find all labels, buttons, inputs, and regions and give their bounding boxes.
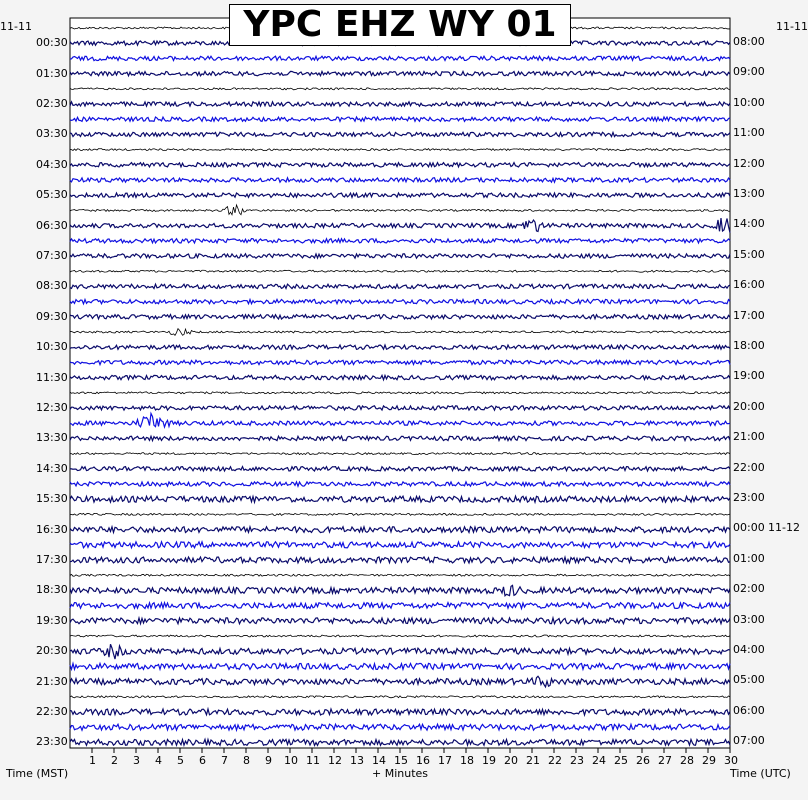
x-tick-label: 29 xyxy=(702,754,716,767)
right-time-label: 13:00 xyxy=(733,187,765,200)
left-time-label: 14:30 xyxy=(36,461,68,475)
x-tick-label: 14 xyxy=(372,754,386,767)
x-tick-label: 2 xyxy=(111,754,118,767)
x-tick-label: 17 xyxy=(438,754,452,767)
left-time-label: 01:30 xyxy=(36,66,68,80)
left-time-label: 00:30 xyxy=(36,36,68,50)
right-time-label: 02:00 xyxy=(733,582,765,596)
right-time-label: 08:00 xyxy=(733,35,765,48)
left-time-label: 15:30 xyxy=(36,492,68,506)
right-time-label: 16:00 xyxy=(733,278,765,292)
x-tick-label: 23 xyxy=(570,754,584,767)
right-date-label: 11-11 xyxy=(776,20,808,33)
right-time-label: 21:00 xyxy=(733,430,765,444)
x-tick-label: 15 xyxy=(394,754,408,767)
left-time-label: 08:30 xyxy=(36,279,68,293)
left-time-label: 19:30 xyxy=(36,613,68,627)
left-time-label: 12:30 xyxy=(36,401,68,414)
right-time-label: 20:00 xyxy=(733,399,765,413)
x-axis-ticks xyxy=(92,748,730,753)
right-time-label: 12:00 xyxy=(733,156,765,170)
right-date-change-label: 11-12 xyxy=(768,521,800,535)
x-tick-label: 27 xyxy=(658,754,672,767)
x-tick-label: 26 xyxy=(636,754,650,767)
right-time-label: 14:00 xyxy=(733,217,765,231)
left-time-label: 05:30 xyxy=(36,188,68,202)
x-tick-label: 5 xyxy=(177,754,184,767)
right-time-label: 18:00 xyxy=(733,339,765,352)
left-time-label: 04:30 xyxy=(36,157,68,171)
x-tick-label: 7 xyxy=(221,754,228,767)
right-time-label: 23:00 xyxy=(733,491,765,504)
right-time-label: 09:00 xyxy=(733,65,765,79)
x-tick-label: 10 xyxy=(284,754,298,767)
x-tick-label: 16 xyxy=(416,754,430,767)
left-time-label: 23:30 xyxy=(36,735,68,749)
x-tick-label: 9 xyxy=(265,754,272,767)
right-time-label: 10:00 xyxy=(733,95,765,109)
left-time-label: 18:30 xyxy=(36,583,68,597)
right-time-label: 11:00 xyxy=(733,126,765,140)
x-tick-label: 1 xyxy=(89,754,96,767)
x-tick-label: 11 xyxy=(306,754,320,767)
right-time-label: 17:00 xyxy=(733,308,765,322)
left-time-label: 22:30 xyxy=(36,705,68,718)
x-axis-label-left: Time (MST) xyxy=(6,767,69,780)
right-time-label: 00:00 xyxy=(733,521,765,535)
left-time-label: 10:30 xyxy=(36,340,68,354)
x-axis-label-center: + Minutes xyxy=(372,767,429,780)
right-time-label: 07:00 xyxy=(733,734,765,748)
x-tick-label: 20 xyxy=(504,754,518,767)
right-time-label: 01:00 xyxy=(733,551,765,565)
left-time-label: 06:30 xyxy=(36,218,68,232)
x-tick-label: 25 xyxy=(614,754,628,767)
right-time-label: 06:00 xyxy=(733,703,765,717)
x-tick-label: 21 xyxy=(526,754,540,767)
x-axis-label-right: Time (UTC) xyxy=(730,767,791,780)
x-tick-label: 22 xyxy=(548,754,562,767)
x-tick-label: 12 xyxy=(328,754,342,767)
left-time-label: 16:30 xyxy=(36,522,68,536)
left-time-label: 02:30 xyxy=(36,97,68,110)
left-time-label: 20:30 xyxy=(36,644,68,658)
left-time-label: 17:30 xyxy=(36,553,68,566)
chart-title: YPC EHZ WY 01 xyxy=(229,4,571,46)
left-time-label: 11:30 xyxy=(36,370,68,384)
right-time-label: 19:00 xyxy=(733,369,765,383)
right-time-label: 05:00 xyxy=(733,673,765,687)
left-time-label: 13:30 xyxy=(36,431,68,445)
x-tick-label: 18 xyxy=(460,754,474,767)
x-tick-label: 24 xyxy=(592,754,606,767)
left-time-label: 21:30 xyxy=(36,674,68,688)
x-tick-label: 19 xyxy=(482,754,496,767)
left-time-label: 03:30 xyxy=(36,127,68,141)
plot-area xyxy=(70,18,730,748)
x-tick-label: 6 xyxy=(199,754,206,767)
x-tick-label: 3 xyxy=(133,754,140,767)
left-time-label: 09:30 xyxy=(36,309,68,323)
left-time-label: 07:30 xyxy=(36,249,68,262)
x-tick-label: 13 xyxy=(350,754,364,767)
right-time-label: 04:00 xyxy=(733,643,765,656)
right-time-label: 22:00 xyxy=(733,460,765,474)
right-time-label: 03:00 xyxy=(733,612,765,626)
x-tick-label: 4 xyxy=(155,754,162,767)
x-tick-label: 8 xyxy=(243,754,250,767)
right-time-label: 15:00 xyxy=(733,247,765,261)
left-date-label: 11-11 xyxy=(0,20,32,33)
x-tick-label: 30 xyxy=(724,754,738,767)
x-tick-label: 28 xyxy=(680,754,694,767)
